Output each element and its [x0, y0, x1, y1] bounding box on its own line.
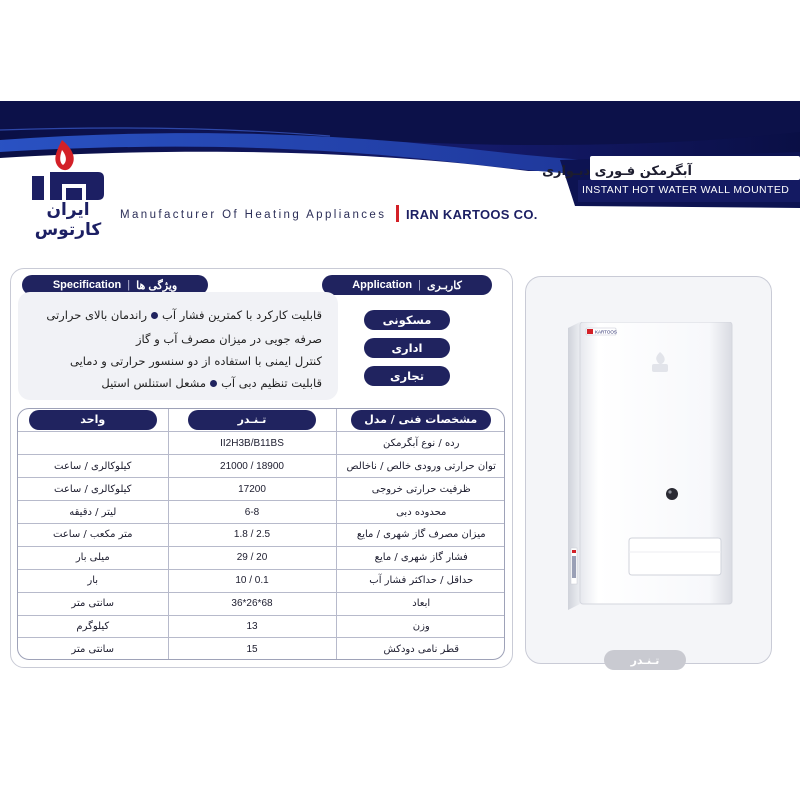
- logo-text: ایران کارتوس: [34, 200, 102, 240]
- bullet-dot-icon: [151, 312, 158, 319]
- feature-text: کنترل ایمنی با استفاده از دو سنسور حرارتی و دمایی: [70, 354, 322, 368]
- company-name: IRAN KARTOOS CO.: [406, 207, 538, 222]
- spec-cell: توان حرارتی ورودی خالص / ناخالص: [336, 455, 505, 478]
- water-heater-image: [566, 322, 738, 612]
- unit-cell: متر مکعب / ساعت: [18, 523, 168, 546]
- value-cell: 17200: [168, 478, 336, 501]
- spec-cell: حداقل / حداکثر فشار آب: [336, 569, 505, 592]
- spec-cell: قطر نامی دودکش: [336, 638, 505, 660]
- application-item-residential: مسکونی: [364, 310, 450, 330]
- spec-cell: وزن: [336, 615, 505, 638]
- product-title-en: INSTANT HOT WATER WALL MOUNTED: [582, 184, 790, 196]
- application-header: کاربـری | Application: [322, 275, 492, 295]
- value-cell: 21000 / 18900: [168, 455, 336, 478]
- specification-label-en: Specification: [52, 279, 122, 291]
- table-row: [18, 478, 505, 501]
- column-header-model: تـنـدر: [168, 409, 336, 432]
- spec-cell: میزان مصرف گاز شهری / مایع: [336, 523, 505, 546]
- value-cell: 6-8: [168, 501, 336, 524]
- table-row: [18, 592, 505, 615]
- application-label-fa: کاربـری: [426, 279, 462, 292]
- application-item-commercial: تجاری: [364, 366, 450, 386]
- application-label-en: Application: [352, 279, 413, 291]
- unit-cell: میلی بار: [18, 546, 168, 569]
- feature-line: [101, 376, 322, 390]
- table-row: [18, 501, 505, 524]
- feature-line: [46, 308, 322, 322]
- bullet-dot-icon: [210, 380, 217, 387]
- feature-text: مشعل استنلس استیل: [101, 376, 207, 390]
- table-row: [18, 615, 505, 638]
- unit-cell: سانتی متر: [18, 638, 168, 660]
- value-cell: 36*26*68: [168, 592, 336, 615]
- feature-text: قابلیت کارکرد با کمترین فشار آب: [162, 308, 322, 322]
- specification-header: ویژگی ها | Specification: [22, 275, 208, 295]
- spec-cell: محدوده دبی: [336, 501, 505, 524]
- table-header-row: [18, 409, 505, 432]
- unit-cell: بار: [18, 569, 168, 592]
- value-cell: 1.8 / 2.5: [168, 523, 336, 546]
- value-cell: 13: [168, 615, 336, 638]
- unit-cell: سانتی متر: [18, 592, 168, 615]
- feature-text: راندمان بالای حرارتی: [46, 308, 148, 322]
- table-row: [18, 523, 505, 546]
- spec-cell: رده / نوع آبگرمکن: [336, 432, 505, 455]
- logo-flame-icon: [22, 136, 108, 206]
- feature-text: قابلیت تنظیم دبی آب: [221, 376, 322, 390]
- feature-line: [136, 332, 322, 346]
- column-header-spec: مشخصات فنی / مدل: [336, 409, 505, 432]
- specification-label-fa: ویژگی ها: [136, 279, 178, 292]
- table-row: [18, 569, 505, 592]
- tagline: Manufacturer Of Heating Appliances: [120, 209, 387, 221]
- unit-cell: لیتر / دقیقه: [18, 501, 168, 524]
- unit-cell: کیلوکالری / ساعت: [18, 455, 168, 478]
- feature-text: صرفه جویی در میزان مصرف آب و گاز: [136, 332, 322, 346]
- value-cell: II2H3B/B11BS: [168, 432, 336, 455]
- application-item-office: اداری: [364, 338, 450, 358]
- unit-cell: [18, 432, 168, 455]
- table-row: [18, 455, 505, 478]
- value-cell: 10 / 0.1: [168, 569, 336, 592]
- value-cell: 15: [168, 638, 336, 660]
- header-banner: [0, 0, 800, 250]
- table-row: [18, 546, 505, 569]
- unit-cell: کیلوگرم: [18, 615, 168, 638]
- unit-cell: کیلوکالری / ساعت: [18, 478, 168, 501]
- model-name-badge: تـنـدر: [604, 650, 686, 670]
- header-divider: [396, 205, 399, 222]
- spec-table: [17, 408, 505, 660]
- spec-cell: ظرفیت حرارتی خروجی: [336, 478, 505, 501]
- table-row: [18, 432, 505, 455]
- table-row: [18, 638, 505, 660]
- feature-line: [70, 354, 322, 368]
- product-title-fa: آبگرمکن فـوری دیـواری: [542, 164, 692, 179]
- brand-badge: KARTOOS: [595, 329, 617, 335]
- column-header-unit: واحد: [18, 409, 168, 432]
- spec-cell: فشار گاز شهری / مایع: [336, 546, 505, 569]
- spec-cell: ابعاد: [336, 592, 505, 615]
- value-cell: 29 / 20: [168, 546, 336, 569]
